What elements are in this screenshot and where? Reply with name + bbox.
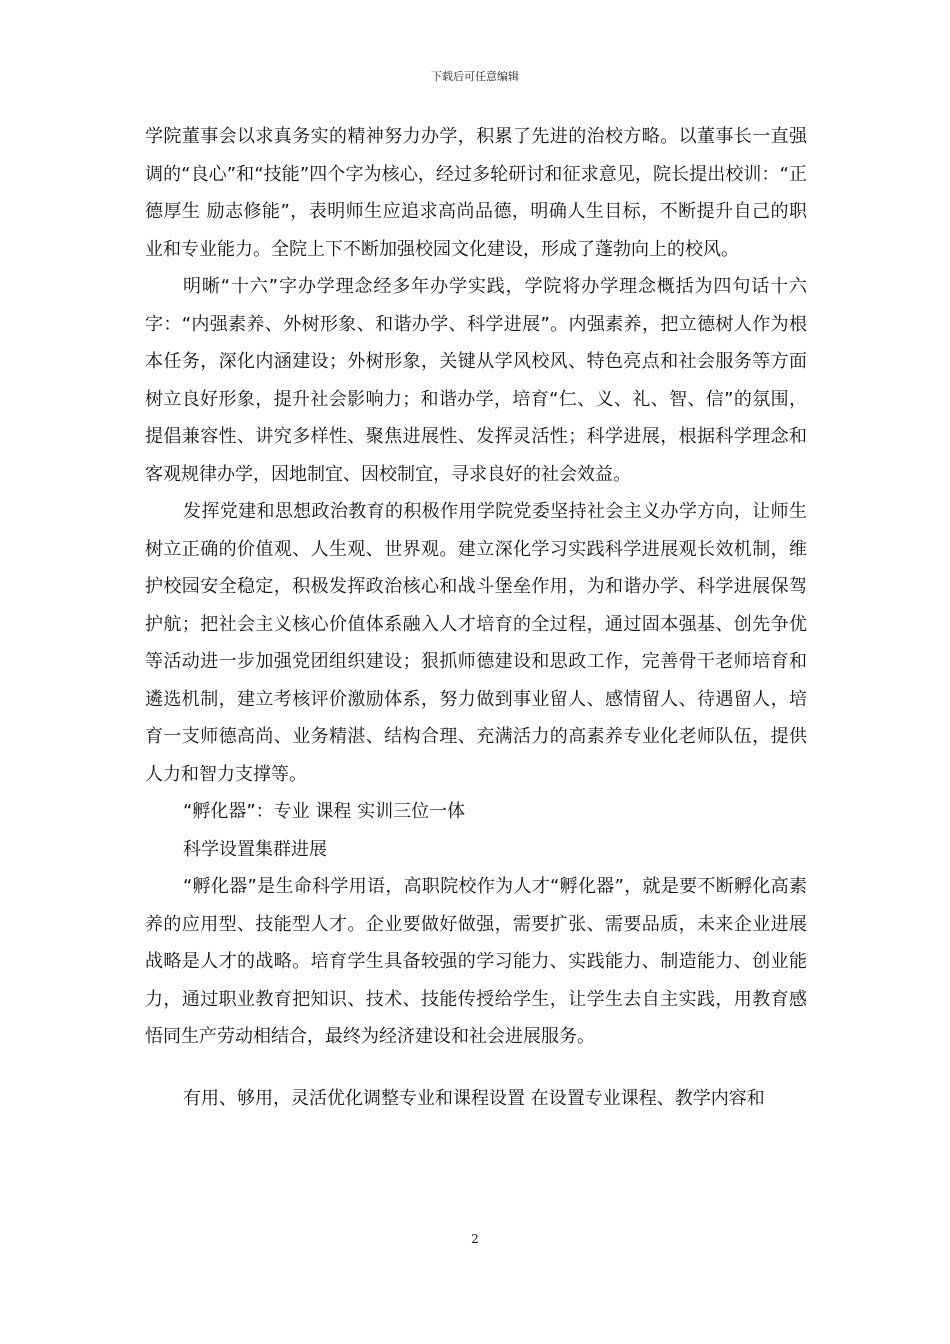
paragraph-spacer xyxy=(145,1056,807,1080)
subheading-incubator: “孵化器”：专业 课程 实训三位一体 xyxy=(183,801,466,822)
paragraph-party-building: 发挥党建和思想政治教育的积极作用学院党委坚持社会主义办学方向，让师生树立正确的价值观、人生观、世界观。建立深化学习实践科学进展观长效机制，维护校园安全稳定，积极发挥政治核心和战斗堡垒作用，为和谐办学、科学进展保驾护航；把社会主义核心价值体系融入人才培育的全过程，通过固本强基、创先争优等活动进一步加强党团组织建设；狠抓师德建设和思政工作，完善骨干老师培育和遴选机制，建立考核评价激励体系，努力做到事业留人、感情留人、待遇留人，培育一支师德高尚、业务精湛、结构合理、充满活力的高素养专业化老师队伍，提供人力和智力支撑等。 xyxy=(145,501,807,785)
paragraph-philosophy: 明晰“十六”字办学理念经多年办学实践，学院将办学理念概括为四句话十六字：“内强素养、外树形象、和谐办学、科学进展”。内强素养，把立德树人作为根本任务，深化内涵建设；外树形象，关键从学风校风、特色亮点和社会服务等方面树立良好形象，提升社会影响力；和谐办学，培育“仁、义、礼、智、信”的氛围，提倡兼容性、讲究多样性、聚焦进展性、发挥灵活性；科学进展，根据科学理念和客观规律办学，因地制宜、因校制宜，寻求良好的社会效益。 xyxy=(145,276,807,485)
paragraph-school-motto: 学院董事会以求真务实的精神努力办学，积累了先进的治校方略。以董事长一直强调的“良心”和“技能”四个字为核心，经过多轮研讨和征求意见，院长提出校训：“正德厚生 励志修能”，表明师生应追求高尚品德，明确人生目标，不断提升自己的职业和专业能力。全院上下不断加强校园文化建设，形成了蓬勃向上的校风。 xyxy=(145,126,807,260)
paragraph-incubator: “孵化器”是生命科学用语，高职院校作为人才“孵化器”，就是要不断孵化高素养的应用型、技能型人才。企业要做好做强，需要扩张、需要品质，未来企业进展战略是人才的战略。培育学生具备较强的学习能力、实践能力、制造能力、创业能力，通过职业教育把知识、技术、技能传授给学生，让学生去自主实践，用教育感悟同生产劳动相结合，最终为经济建设和社会进展服务。 xyxy=(145,876,807,1047)
subheading-cluster: 科学设置集群进展 xyxy=(183,838,327,860)
document-body xyxy=(145,118,807,1117)
page-number: 2 xyxy=(471,1232,479,1246)
paragraph-curriculum: 有用、够用，灵活优化调整专业和课程设置 在设置专业课程、教学内容和 xyxy=(183,1087,765,1109)
page-header: 下载后可任意编辑 xyxy=(431,70,519,83)
